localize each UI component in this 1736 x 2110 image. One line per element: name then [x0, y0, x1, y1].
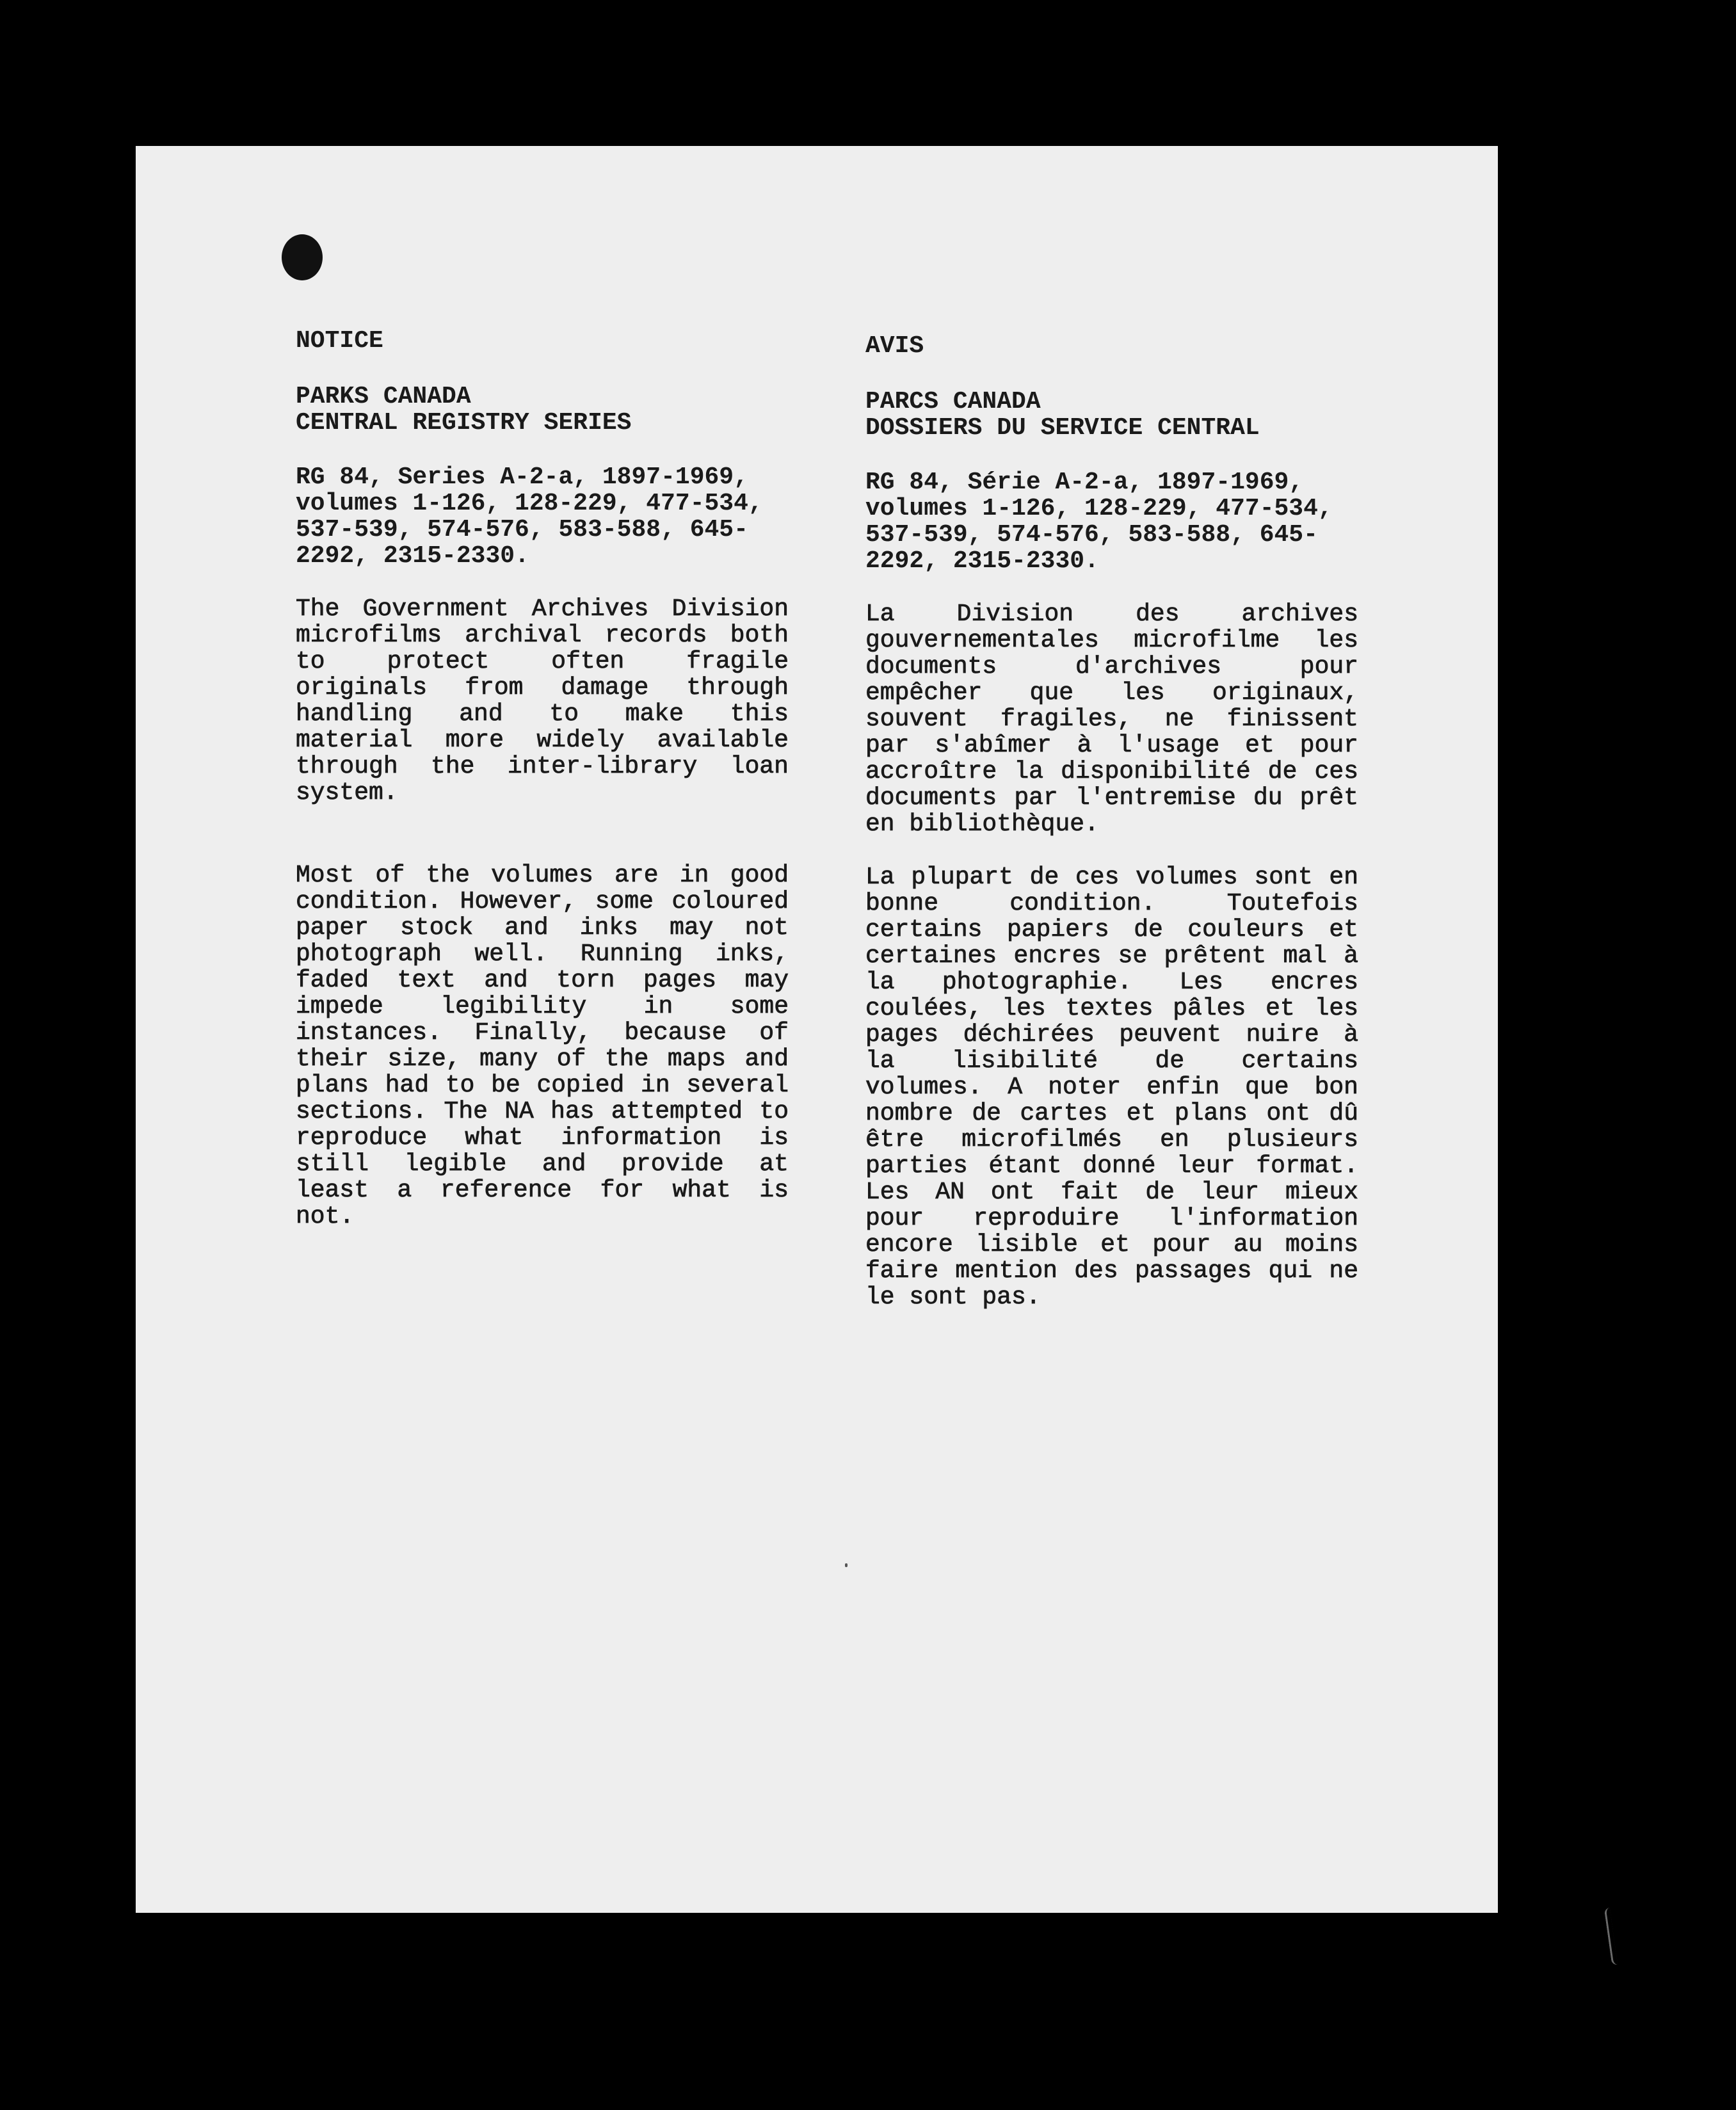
dust-speck	[845, 1563, 848, 1567]
punch-hole-mark	[282, 234, 323, 280]
french-title-line: DOSSIERS DU SERVICE CENTRAL	[865, 414, 1260, 442]
english-title-line: CENTRAL REGISTRY SERIES	[296, 409, 632, 437]
english-paragraph-2: Most of the volumes are in good condition. However, some coloured paper stock and inks may not photograph well. Running inks, faded text and torn pages may impede legibility in some instances. Finally, because of their size, many of the maps and plans had to be copied in several sections. The NA has attempted to reproduce what information is still legible and provide at least a reference for what is not.	[296, 862, 789, 1230]
french-title	[865, 389, 1358, 441]
notice-heading: NOTICE	[296, 327, 383, 355]
french-title-line: PARCS CANADA	[865, 388, 1041, 415]
english-title	[296, 383, 789, 436]
french-reference: RG 84, Série A-2-a, 1897-1969, volumes 1-126, 128-229, 477-534, 537-539, 574-576, 583-588, 645-2292, 2315-2330.	[865, 469, 1333, 575]
french-paragraph-2: La plupart de ces volumes sont en bonne condition. Toutefois certains papiers de couleurs et certaines encres se prêtent mal à la photographie. Les encres coulées, les textes pâles et les pages déchirées peuvent nuire à la lisibilité de certains volumes. A noter enfin que bon nombre de cartes et plans ont dû être microfilmés en plusieurs parties étant donné leur format. Les AN ont fait de leur mieux pour reproduire l'information encore lisible et pour au moins faire mention des passages qui ne le sont pas.	[865, 864, 1358, 1311]
avis-heading: AVIS	[865, 332, 924, 360]
english-title-line: PARKS CANADA	[296, 383, 471, 410]
french-paragraph-1: La Division des archives gouvernementales microfilme les documents d'archives pour empêcher que les originaux, souvent fragiles, ne finissent par s'abîmer à l'usage et pour accroître la disponibilité de ces documents par l'entremise du prêt en bibliothèque.	[865, 600, 1358, 838]
french-column	[865, 333, 1358, 1310]
film-edge-mark	[1604, 1908, 1618, 1965]
english-paragraph-1: The Government Archives Division microfilms archival records both to protect often fragile originals from damage through handling and to make this material more widely available through the inter-library loan system.	[296, 595, 789, 807]
english-column	[296, 328, 789, 1230]
english-reference: RG 84, Series A-2-a, 1897-1969, volumes 1-126, 128-229, 477-534, 537-539, 574-576, 583-588, 645-2292, 2315-2330.	[296, 463, 763, 570]
